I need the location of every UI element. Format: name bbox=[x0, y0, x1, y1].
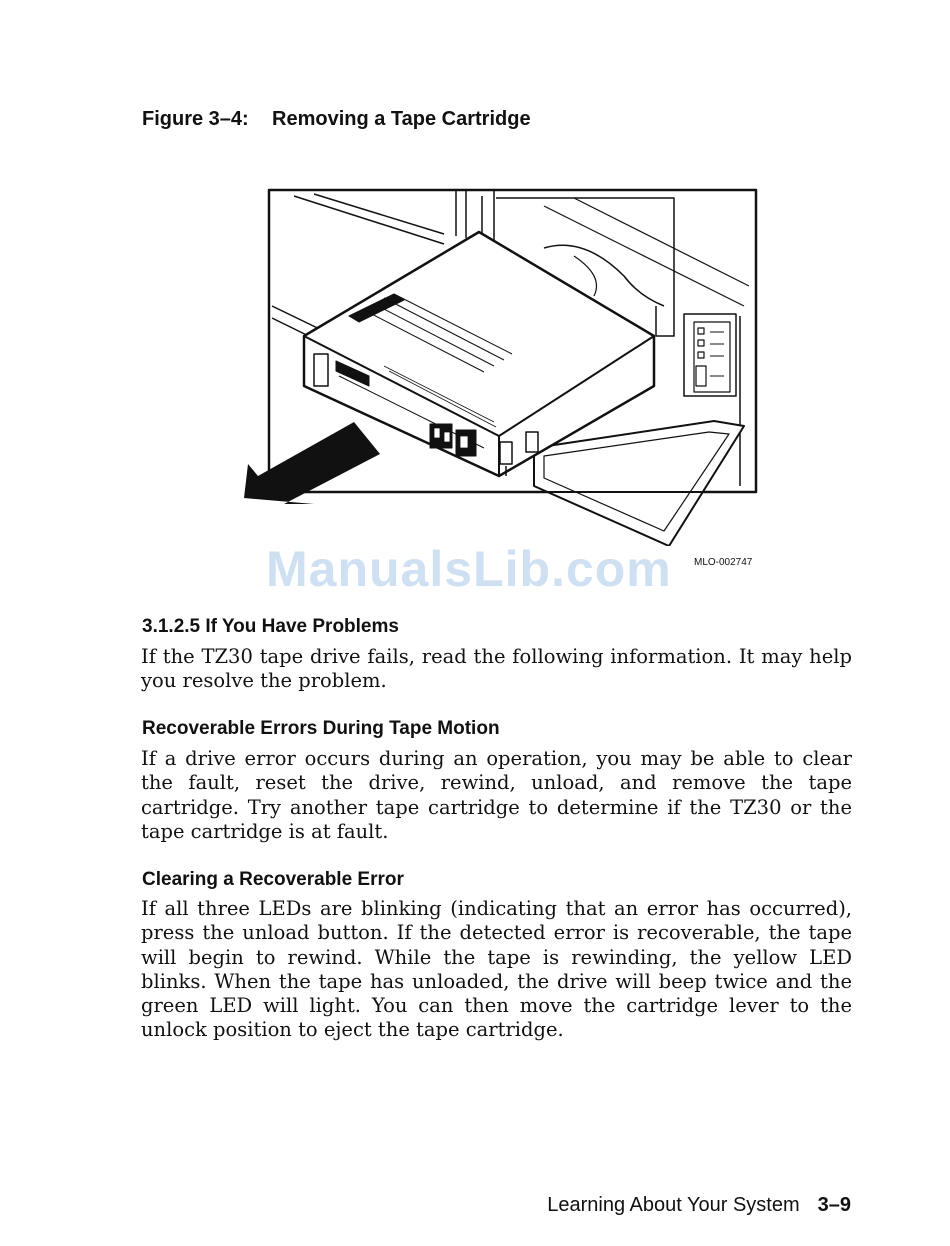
clearing-error-paragraph: If all three LEDs are blinking (indicating that an error has occurred), press the unload button. If the detected error is recoverable, the tape will begin to rewind. While the tape is rewinding, the yellow LED blinks. When the tape has unloaded, the drive will beep twice and the green LED will light. You can then move the cartridge lever to the unlock position to eject the tape cartridge. bbox=[141, 897, 852, 1042]
page-number: 3–9 bbox=[817, 1194, 851, 1216]
footer-chapter: Learning About Your System bbox=[547, 1194, 800, 1216]
cartridge-door bbox=[534, 421, 744, 546]
figure-caption bbox=[142, 108, 531, 131]
page-footer bbox=[547, 1194, 851, 1217]
recoverable-errors-paragraph: If a drive error occurs during an operation, you may be able to clear the fault, reset the drive, rewind, unload, and remove the tape cartridge. Try another tape cartridge to determine if the TZ30 or the tape cartridge is at fault. bbox=[141, 747, 852, 843]
figure-title: Removing a Tape Cartridge bbox=[272, 108, 531, 130]
figure-code: MLO-002747 bbox=[694, 557, 753, 568]
tape-cartridge-illustration bbox=[244, 186, 764, 546]
recoverable-errors-heading: Recoverable Errors During Tape Motion bbox=[142, 718, 500, 739]
watermark: ManualsLib.com bbox=[266, 541, 672, 597]
figure-number: Figure 3–4: bbox=[142, 108, 249, 130]
led-panel bbox=[684, 314, 736, 396]
section-heading: 3.1.2.5 If You Have Problems bbox=[142, 616, 399, 637]
section-intro-paragraph: If the TZ30 tape drive fails, read the following information. It may help you resolve the problem. bbox=[141, 645, 852, 693]
clearing-error-heading: Clearing a Recoverable Error bbox=[142, 869, 404, 890]
